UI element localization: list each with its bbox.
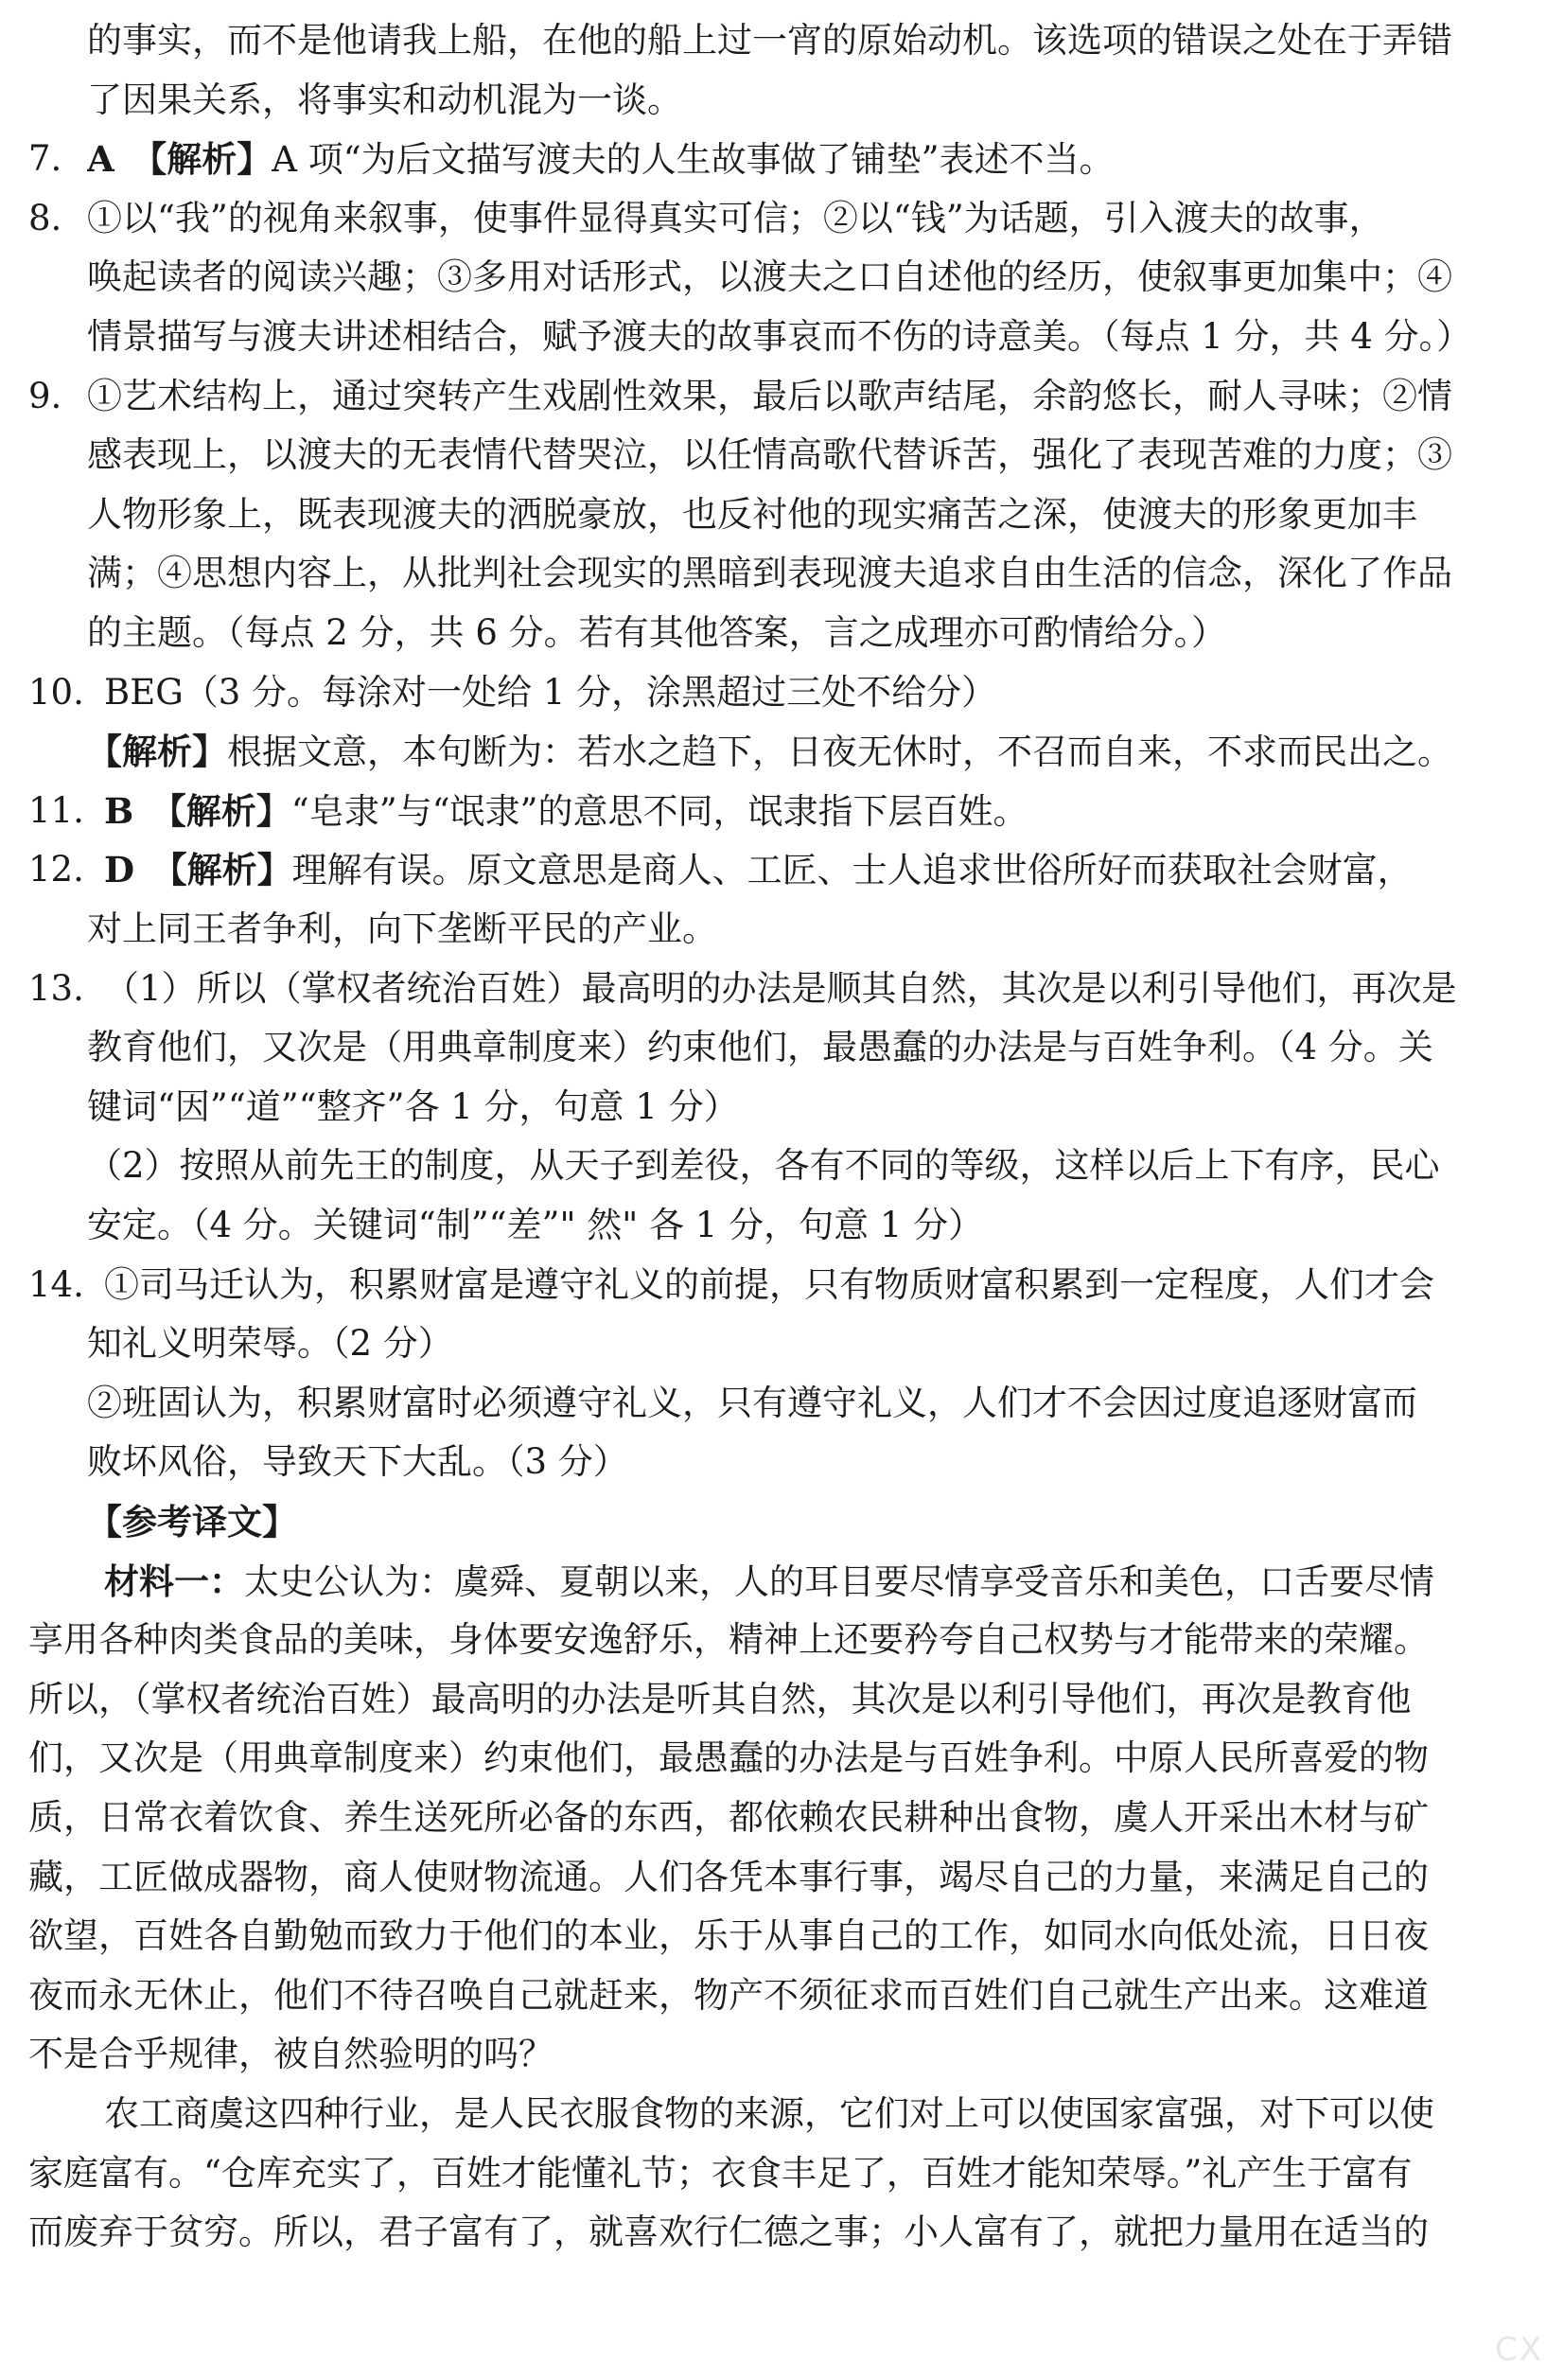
line-text: 所以，（掌权者统治百姓）最高明的办法是听其自然，其次是以利引导他们，再次是教育他 <box>28 1679 1412 1719</box>
item-number: 11. <box>28 790 84 831</box>
answer-label: A 【解析】 <box>87 138 272 180</box>
text-line <box>104 1256 1434 1314</box>
text-line <box>28 2203 1429 2262</box>
text-line <box>28 1670 1412 1729</box>
line-text: 们，又次是（用典章制度来）约束他们，最愚蠢的办法是与百姓争利。中原人民所喜爱的物 <box>28 1737 1429 1778</box>
text-line <box>28 1789 1429 1847</box>
watermark: CX <box>1494 2331 1543 2369</box>
text-line <box>104 2085 1434 2143</box>
text-line <box>87 11 1452 70</box>
item-number: 12. <box>28 849 84 890</box>
text-line <box>28 1848 1429 1907</box>
text-line <box>87 1314 453 1373</box>
text-line <box>28 2144 1412 2203</box>
answer-label: 材料一： <box>104 1560 244 1602</box>
answer-label: 【解析】 <box>87 731 227 772</box>
text-line <box>87 248 1452 307</box>
text-line <box>87 189 1384 248</box>
item-number: 13. <box>28 968 84 1009</box>
line-text: 藏，工匠做成器物，商人使财物流通。人们各凭本事行事，竭尽自己的力量，来满足自己的 <box>28 1857 1429 1897</box>
line-text: 对上同王者争利，向下垄断平民的产业。 <box>87 908 717 949</box>
line-text: 败坏风俗，导致天下大乱。（3 分） <box>87 1441 628 1482</box>
line-text: 知礼义明荣辱。（2 分） <box>87 1323 453 1364</box>
line-text: ①司马迁认为，积累财富是遵守礼义的前提，只有物质财富积累到一定程度，人们才会 <box>104 1264 1434 1305</box>
item-number: 8. <box>28 198 62 238</box>
line-text: 家庭富有。“仓库充实了，百姓才能懂礼节；衣食丰足了，百姓才能知荣辱。”礼产生于富有 <box>28 2153 1413 2194</box>
line-text: BEG（3 分。每涂对一处给 1 分，涂黑超过三处不给分） <box>104 672 997 713</box>
line-text: 安定。（4 分。关键词“制”“差”" 然" 各 1 分，句意 1 分） <box>87 1205 984 1245</box>
text-line <box>87 1374 1417 1433</box>
text-line <box>87 1492 297 1551</box>
line-text: ①以“我”的视角来叙事，使事件显得真实可信；②以“钱”为话题，引入渡夫的故事， <box>87 198 1384 238</box>
text-line <box>87 130 1115 188</box>
text-line <box>87 604 1226 662</box>
answer-label: 【参考译文】 <box>87 1501 297 1543</box>
line-text: 根据文意，本句断为：若水之趋下，日夜无休时，不召而自来，不求而民出之。 <box>227 732 1452 772</box>
text-line <box>104 1552 1434 1611</box>
line-text: A 项“为后文描写渡夫的人生故事做了铺垫”表述不当。 <box>272 139 1115 180</box>
text-line <box>28 2025 554 2084</box>
line-text: （1）所以（掌权者统治百姓）最高明的办法是顺其自然，其次是以利引导他们，再次是 <box>104 968 1457 1009</box>
line-text: 人物形象上，既表现渡夫的洒脱豪放，也反衬他的现实痛苦之深，使渡夫的形象更加丰 <box>87 494 1417 535</box>
line-text: 唤起读者的阅读兴趣；③多用对话形式，以渡夫之口自述他的经历，使叙事更加集中；④ <box>87 256 1452 297</box>
line-text: 理解有误。原文意思是商人、工匠、士人追求世俗所好而获取社会财富， <box>291 850 1413 890</box>
text-line <box>87 367 1452 426</box>
line-text: 了因果关系，将事实和动机混为一谈。 <box>87 79 682 120</box>
line-text: 质，日常衣着饮食、养生送死所必备的东西，都依赖农民耕种出食物，虞人开采出木材与矿 <box>28 1797 1429 1838</box>
item-number: 14. <box>28 1264 84 1305</box>
text-line <box>28 1907 1429 1966</box>
line-text: （2）按照从前先王的制度，从天子到差役，各有不同的等级，这样以后上下有序，民心 <box>87 1145 1440 1186</box>
line-text: 不是合乎规律，被自然验明的吗？ <box>28 2034 554 2074</box>
text-line <box>87 1433 628 1491</box>
line-text: 农工商虞这四种行业，是人民衣服食物的来源，它们对上可以使国家富强，对下可以使 <box>104 2093 1434 2134</box>
text-line <box>87 1137 1440 1195</box>
line-text: ①艺术结构上，通过突转产生戏剧性效果，最后以歌声结尾，余韵悠长，耐人寻味；②情 <box>87 376 1452 416</box>
line-text: 太史公认为：虞舜、夏朝以来，人的耳目要尽情享受音乐和美色，口舌要尽情 <box>244 1561 1434 1602</box>
text-line <box>28 1611 1429 1669</box>
item-number: 7. <box>28 138 62 179</box>
text-line <box>87 71 682 130</box>
line-text: 教育他们，又次是（用典章制度来）约束他们，最愚蠢的办法是与百姓争利。（4 分。关 <box>87 1027 1433 1067</box>
line-text: 欲望，百姓各自勤勉而致力于他们的本业，乐于从事自己的工作，如同水向低处流，日日夜 <box>28 1915 1429 1956</box>
text-line <box>87 1196 983 1255</box>
line-text: ②班固认为，积累财富时必须遵守礼义，只有遵守礼义，人们才不会因过度追逐财富而 <box>87 1383 1417 1423</box>
text-line <box>87 900 717 959</box>
text-line <box>104 663 996 722</box>
text-line <box>104 840 1413 899</box>
line-text: 键词“因”“道”“整齐”各 1 分，句意 1 分） <box>87 1086 739 1127</box>
text-line <box>87 544 1452 603</box>
line-text: 夜而永无休止，他们不待召唤自己就赶来，物产不须征求而百姓们自己就生产出来。这难道 <box>28 1975 1429 2016</box>
line-text: 感表现上，以渡夫的无表情代替哭泣，以任情高歌代替诉苦，强化了表现苦难的力度；③ <box>87 434 1452 475</box>
item-number: 9. <box>28 376 62 416</box>
line-text: 满；④思想内容上，从批判社会现实的黑暗到表现渡夫追求自由生活的信念，深化了作品 <box>87 553 1452 593</box>
text-line <box>28 1966 1429 2025</box>
text-line <box>87 485 1417 544</box>
text-line <box>87 1018 1433 1077</box>
text-line <box>87 308 1471 366</box>
item-number: 10. <box>28 672 84 713</box>
answer-label: D 【解析】 <box>104 849 292 890</box>
line-text: 享用各种肉类食品的美味，身体要安逸舒乐，精神上还要矜夸自己权势与才能带来的荣耀。 <box>28 1619 1429 1660</box>
text-line <box>87 722 1452 781</box>
line-text: 的事实，而不是他请我上船，在他的船上过一宵的原始动机。该选项的错误之处在于弄错 <box>87 20 1452 61</box>
line-text: 而废弃于贫穷。所以，君子富有了，就喜欢行仁德之事；小人富有了，就把力量用在适当的 <box>28 2212 1429 2252</box>
line-text: 的主题。（每点 2 分，共 6 分。若有其他答案，言之成理亦可酌情给分。） <box>87 612 1227 653</box>
text-line <box>87 426 1452 485</box>
answer-label: B 【解析】 <box>104 790 291 832</box>
text-line <box>104 782 1028 840</box>
text-line <box>87 1078 739 1137</box>
text-line <box>28 1729 1429 1788</box>
text-line <box>104 960 1457 1018</box>
line-text: 情景描写与渡夫讲述相结合，赋予渡夫的故事哀而不伤的诗意美。（每点 1 分，共 4 分。） <box>87 316 1472 357</box>
line-text: “皂隶”与“氓隶”的意思不同，氓隶指下层百姓。 <box>290 791 1028 832</box>
